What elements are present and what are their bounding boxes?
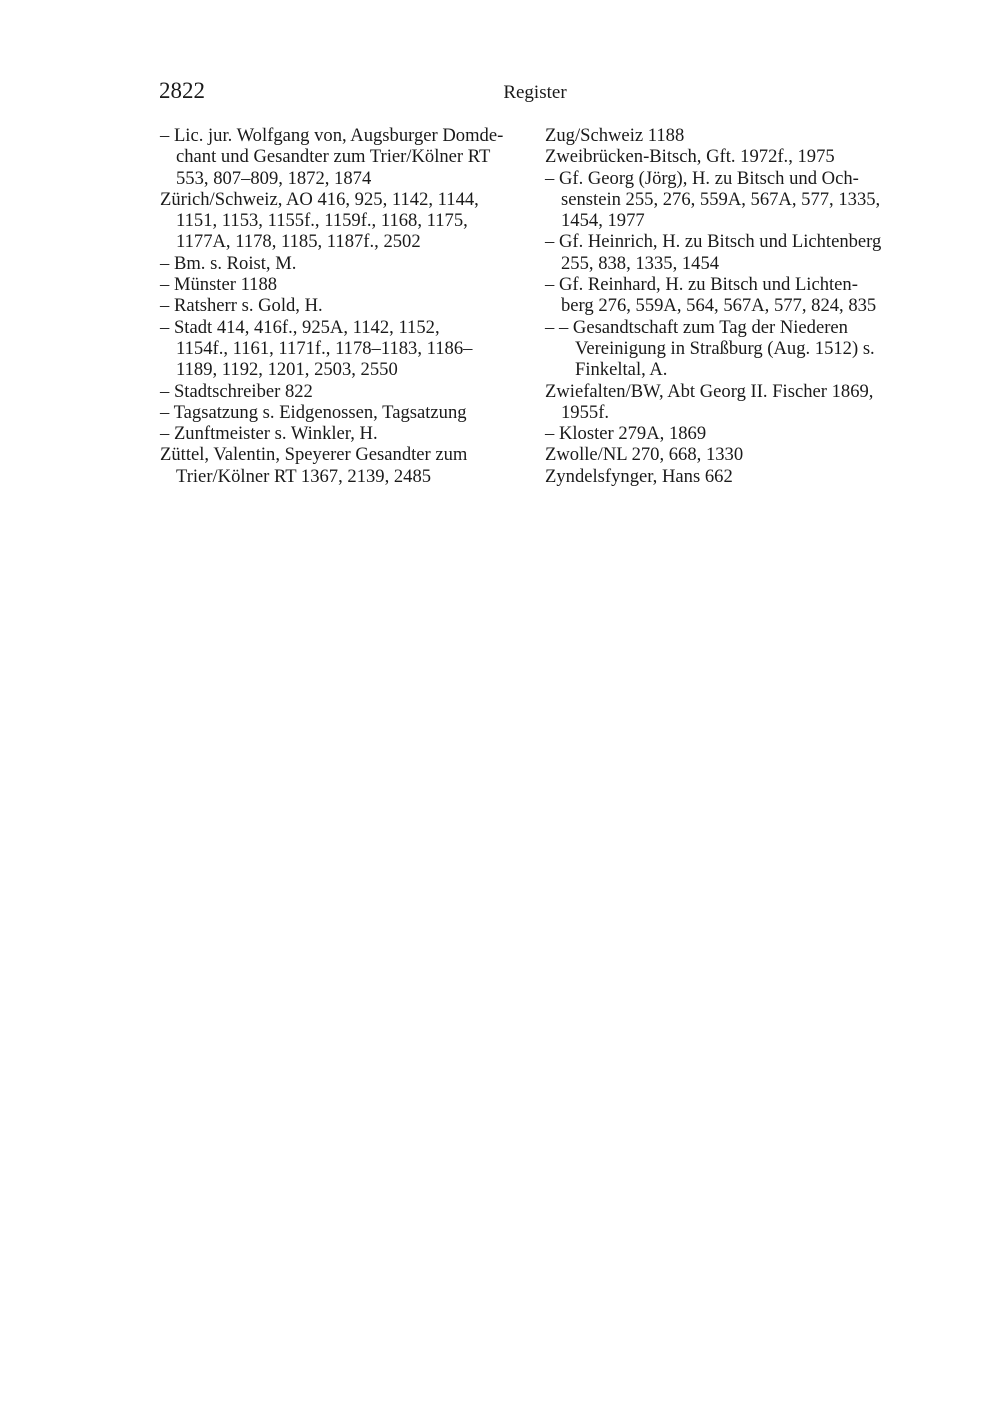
- index-line: Finkeltal, A.: [575, 359, 668, 381]
- index-line: Vereinigung in Straßburg (Aug. 1512) s.: [575, 337, 875, 359]
- index-line: 1177A, 1178, 1185, 1187f., 2502: [176, 231, 421, 253]
- index-line: – Münster 1188: [160, 274, 278, 296]
- index-line: – Gf. Georg (Jörg), H. zu Bitsch und Och-: [545, 167, 859, 189]
- running-head: Register: [503, 82, 567, 103]
- index-line: berg 276, 559A, 564, 567A, 577, 824, 835: [561, 295, 877, 317]
- index-line: 1454, 1977: [561, 210, 645, 232]
- index-line: – Kloster 279A, 1869: [545, 423, 707, 445]
- index-line: – Ratsherr s. Gold, H.: [160, 295, 323, 317]
- index-line: Zwiefalten/BW, Abt Georg II. Fischer 1869,: [545, 380, 874, 402]
- index-line: 1189, 1192, 1201, 2503, 2550: [176, 359, 398, 381]
- index-line: 1151, 1153, 1155f., 1159f., 1168, 1175,: [176, 210, 468, 232]
- index-line: Züttel, Valentin, Speyerer Gesandter zum: [160, 444, 468, 466]
- index-line: 1955f.: [561, 401, 610, 423]
- index-line: 553, 807–809, 1872, 1874: [176, 167, 372, 189]
- page-number: 2822: [159, 78, 205, 103]
- index-line: chant und Gesandter zum Trier/Kölner RT: [176, 146, 491, 168]
- index-line: Zweibrücken-Bitsch, Gft. 1972f., 1975: [545, 146, 835, 168]
- index-line: Zyndelsfynger, Hans 662: [545, 465, 733, 487]
- index-line: senstein 255, 276, 559A, 567A, 577, 1335,: [561, 188, 881, 210]
- index-line: – Zunftmeister s. Winkler, H.: [160, 423, 378, 445]
- index-column-right: [545, 125, 881, 487]
- index-line: – Stadtschreiber 822: [160, 380, 313, 402]
- index-line: – Tagsatzung s. Eidgenossen, Tagsatzung: [160, 401, 467, 423]
- index-line: 1154f., 1161, 1171f., 1178–1183, 1186–: [176, 337, 473, 359]
- index-line: – Stadt 414, 416f., 925A, 1142, 1152,: [160, 316, 440, 338]
- index-line: 255, 838, 1335, 1454: [561, 252, 720, 274]
- index-column-left: [160, 125, 503, 487]
- index-line: – Gf. Reinhard, H. zu Bitsch und Lichten-: [545, 274, 858, 296]
- index-line: – – Gesandtschaft zum Tag der Niederen: [545, 316, 848, 338]
- index-line: Zwolle/NL 270, 668, 1330: [545, 444, 744, 466]
- index-line: Zug/Schweiz 1188: [545, 125, 685, 146]
- index-line: – Gf. Heinrich, H. zu Bitsch und Lichtenberg: [545, 231, 882, 253]
- index-line: – Bm. s. Roist, M.: [160, 252, 297, 274]
- index-line: – Lic. jur. Wolfgang von, Augsburger Domde-: [160, 125, 504, 146]
- index-line: Trier/Kölner RT 1367, 2139, 2485: [176, 465, 432, 487]
- index-line: Zürich/Schweiz, AO 416, 925, 1142, 1144,: [160, 188, 479, 210]
